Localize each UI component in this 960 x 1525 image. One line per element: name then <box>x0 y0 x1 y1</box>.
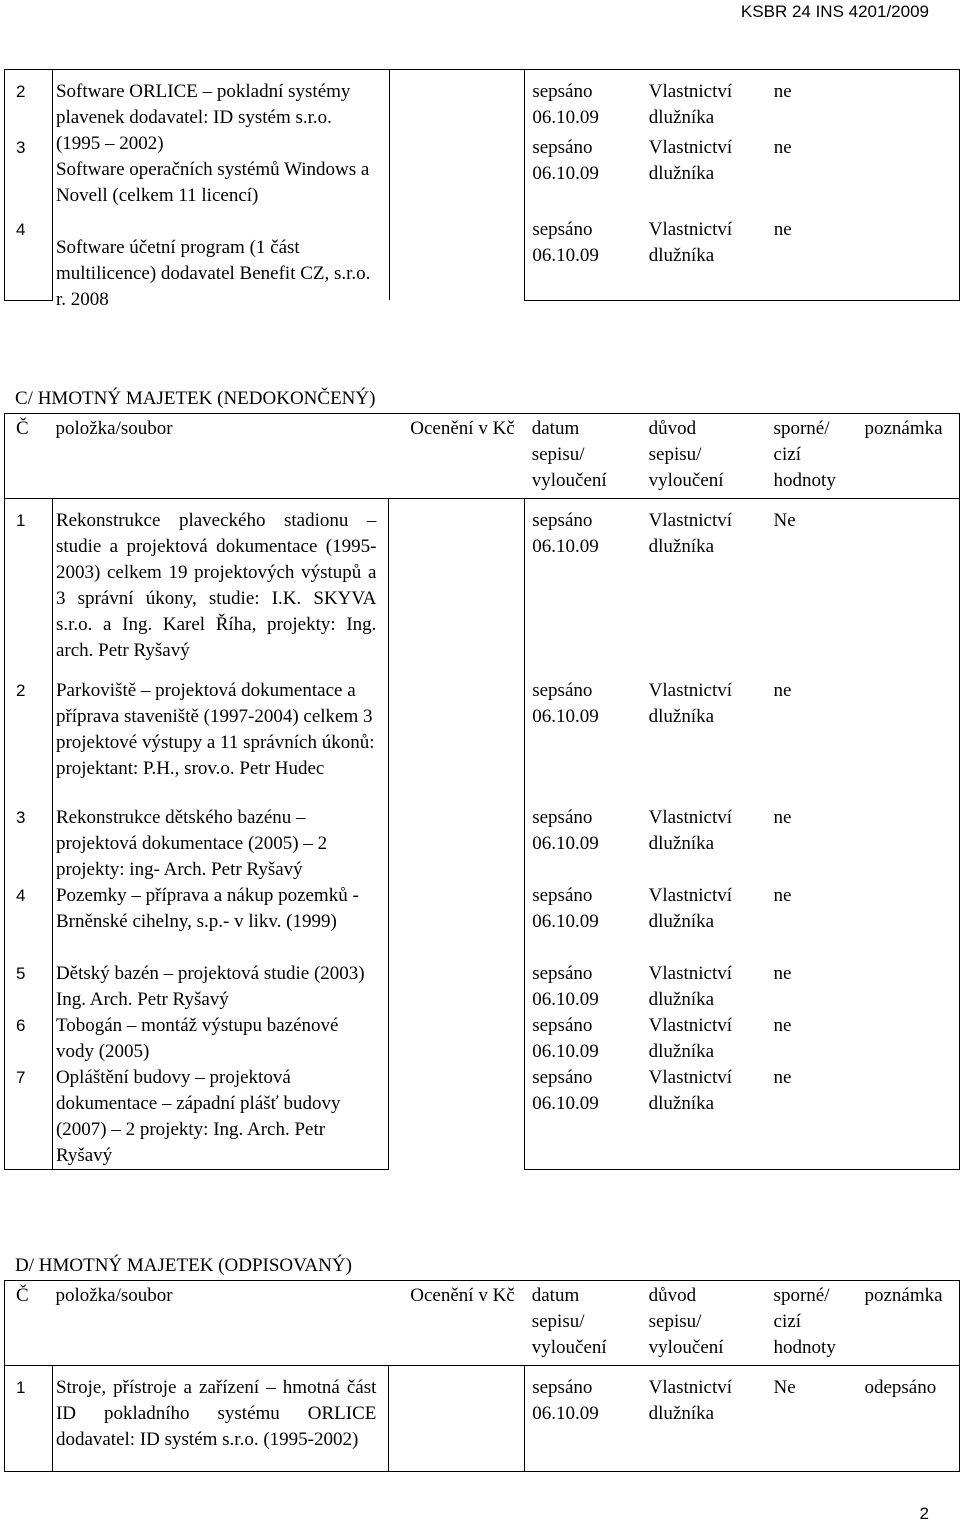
date-cell: sepsáno 06.10.09 <box>525 1366 641 1472</box>
page-number: 2 <box>919 1504 929 1523</box>
disputed-cell: ne <box>773 680 792 701</box>
column-header-item-label: položka/soubor <box>55 418 173 439</box>
note-cell <box>857 217 960 300</box>
reason-cell: Vlastnictví dlužníka <box>641 217 766 300</box>
table-row <box>5 70 960 135</box>
row-number: 1 <box>5 499 53 679</box>
disputed-cell: ne <box>773 807 792 828</box>
disputed-cell: ne <box>766 217 857 300</box>
note-cell <box>857 70 960 135</box>
date-cell: sepsáno 06.10.09 <box>525 1013 641 1065</box>
item-text: Pozemky – příprava a nákup pozemků - Brněnské cihelny, s.p.- v likv. (1999) <box>52 883 388 961</box>
value-cell <box>389 499 525 1170</box>
date-cell: sepsáno 06.10.09 <box>525 805 641 883</box>
disputed-cell: ne <box>773 963 792 984</box>
column-header-reason: důvod sepisu/ vyloučení <box>641 1281 766 1366</box>
reason-cell: Vlastnictví dlužníka <box>648 963 733 1010</box>
item-text: Software ORLICE – pokladní systémy plavenek dodavatel: ID systém s.r.o. (1995 – 2002) <box>55 81 351 154</box>
row-number: 7 <box>5 1065 53 1170</box>
row-number: 2 <box>5 70 53 135</box>
date-cell: sepsáno 06.10.09 <box>525 961 641 1013</box>
note-cell <box>856 1013 959 1065</box>
value-cell <box>389 1366 525 1472</box>
row-number: 4 <box>5 883 53 961</box>
note-cell <box>856 499 959 679</box>
disputed-cell: Ne <box>766 1366 857 1472</box>
disputed-cell: ne <box>773 136 792 158</box>
date-cell: sepsáno 06.10.09 <box>525 70 641 135</box>
note-cell: odepsáno <box>856 1366 959 1472</box>
item-text: Stroje, přístroje a zařízení – hmotná část ID pokladního systému ORLICE dodavatel: ID systém s.r.o. (1995-2002) <box>52 1366 388 1472</box>
column-header-value: Ocenění v Kč <box>389 414 525 499</box>
note-cell <box>856 805 959 883</box>
column-header-note: poznámka <box>856 1281 959 1366</box>
row-number: 2 <box>5 678 53 805</box>
value-cell <box>389 70 525 301</box>
item-text: Tobogán – montáž výstupu bazénové vody (2005) <box>52 1013 388 1065</box>
reason-cell: Vlastnictví dlužníka <box>641 70 766 135</box>
reason-cell: Vlastnictví dlužníka <box>641 499 766 679</box>
column-header-disputed: sporné/ cizí hodnoty <box>766 414 857 499</box>
table-header-row <box>5 1281 960 1366</box>
note-cell <box>856 961 959 1013</box>
column-header-item: položka/soubor <box>52 1281 388 1366</box>
reason-cell: Vlastnictví dlužníka <box>648 136 733 184</box>
section-d-table <box>4 1280 960 1472</box>
note-cell <box>856 678 959 805</box>
column-header-reason: důvod sepisu/ vyloučení <box>641 414 766 499</box>
note-cell <box>857 135 960 217</box>
row-number: 6 <box>5 1013 53 1065</box>
reason-cell: Vlastnictví dlužníka <box>648 680 733 727</box>
disputed-cell: Ne <box>766 499 857 679</box>
date-cell: sepsáno 06.10.09 <box>525 883 641 961</box>
item-cell <box>52 70 389 310</box>
reason-cell: Vlastnictví dlužníka <box>641 1065 766 1170</box>
column-header-date: datum sepisu/ vyloučení <box>525 414 641 499</box>
table-row <box>5 1366 960 1472</box>
section-c-table <box>4 413 960 1170</box>
row-number: 3 <box>5 135 53 217</box>
column-header-item <box>52 414 388 499</box>
column-header-number: Č <box>5 414 53 499</box>
disputed-cell: ne <box>766 70 857 135</box>
section-b-table <box>4 69 960 310</box>
row-number: 3 <box>5 805 53 883</box>
date-cell: sepsáno 06.10.09 <box>525 217 641 300</box>
item-text: Rekonstrukce plaveckého stadionu – studie a projektová dokumentace (1995-2003) celkem 19 projektových výstupů a 3 správní úkony, studie: I.K. SKYVA s.r.o. a Ing. Karel Říha, projekty: Ing. arch. Petr Ryšavý <box>52 499 388 679</box>
date-cell: sepsáno 06.10.09 <box>525 499 641 679</box>
reason-cell: Vlastnictví dlužníka <box>648 807 733 854</box>
row-number: 5 <box>5 961 53 1013</box>
item-text: Software účetní program (1 část multilicence) dodavatel Benefit CZ, s.r.o. r. 2008 <box>55 237 371 310</box>
column-header-value: Ocenění v Kč <box>389 1281 525 1366</box>
date-cell: sepsáno 06.10.09 <box>525 678 641 805</box>
row-number: 1 <box>5 1366 53 1472</box>
section-c-title: C/ HMOTNÝ MAJETEK (NEDOKONČENÝ) <box>15 388 376 409</box>
column-header-note: poznámka <box>856 414 959 499</box>
disputed-cell: ne <box>766 1065 857 1170</box>
reason-cell: Vlastnictví dlužníka <box>648 885 733 932</box>
column-header-date: datum sepisu/ vyloučení <box>525 1281 641 1366</box>
case-reference: KSBR 24 INS 4201/2009 <box>740 2 929 21</box>
note-cell <box>856 883 959 961</box>
column-header-disputed: sporné/ cizí hodnoty <box>766 1281 857 1366</box>
date-cell: sepsáno 06.10.09 <box>525 135 641 217</box>
row-number: 4 <box>5 217 53 300</box>
table-header-row <box>5 414 960 499</box>
item-text: Parkoviště – projektová dokumentace a příprava staveniště (1997-2004) celkem 3 projektové výstupy a 11 správních úkonů: projektant: P.H., srov.o. Petr Hudec <box>52 678 388 805</box>
reason-cell: Vlastnictví dlužníka <box>648 1015 733 1062</box>
disputed-cell: ne <box>773 1015 792 1036</box>
reason-cell: Vlastnictví dlužníka <box>641 1366 766 1472</box>
section-d-title: D/ HMOTNÝ MAJETEK (ODPISOVANÝ) <box>15 1255 352 1276</box>
date-cell: sepsáno 06.10.09 <box>525 1065 641 1170</box>
item-text: Opláštění budovy – projektová dokumentace – západní plášť budovy (2007) – 2 projekty: Ing. Arch. Petr Ryšavý <box>52 1065 388 1170</box>
disputed-cell: ne <box>773 885 792 906</box>
item-text: Software operačních systémů Windows a Novell (celkem 11 licencí) <box>55 159 370 206</box>
note-cell <box>856 1065 959 1170</box>
item-text: Dětský bazén – projektová studie (2003) Ing. Arch. Petr Ryšavý <box>52 961 388 1013</box>
item-text: Rekonstrukce dětského bazénu – projektová dokumentace (2005) – 2 projekty: ing- Arch. Petr Ryšavý <box>52 805 388 883</box>
column-header-number: Č <box>5 1281 53 1366</box>
table-row <box>5 499 960 679</box>
